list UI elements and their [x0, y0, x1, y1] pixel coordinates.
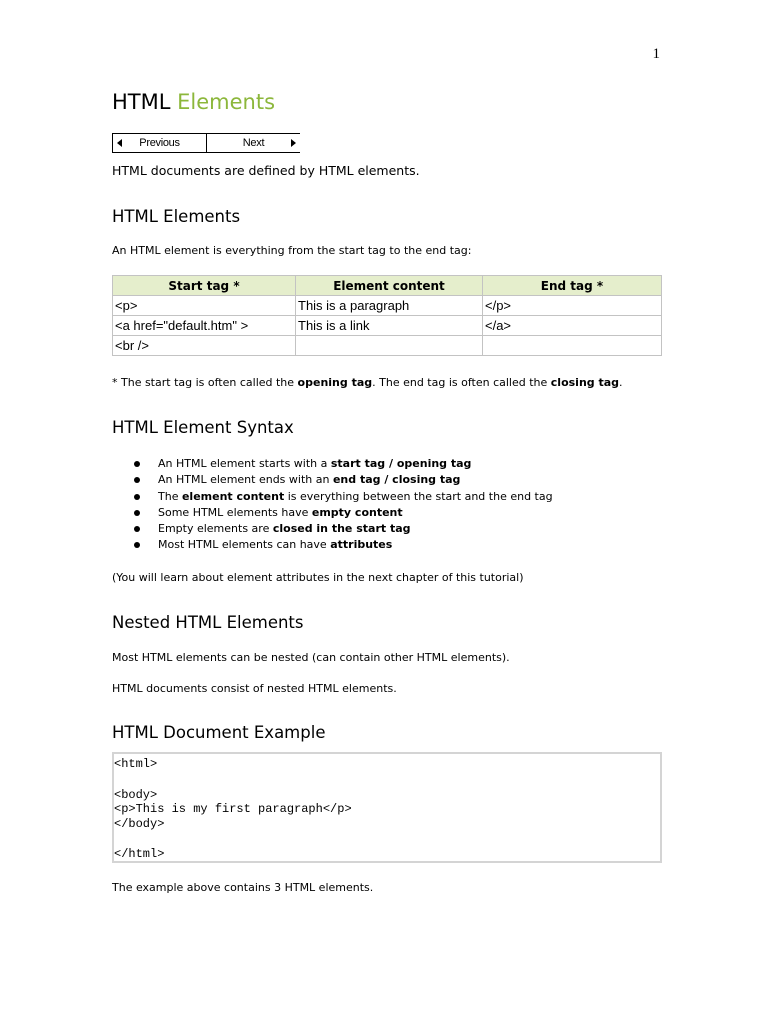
section-heading-nested: Nested HTML Elements — [112, 613, 304, 632]
code-blank-line — [114, 831, 660, 847]
table-header-start-tag: Start tag * — [113, 276, 296, 296]
arrow-left-icon — [117, 139, 122, 147]
list-item-bold: end tag / closing tag — [332, 473, 461, 487]
table-header-end-tag: End tag * — [483, 276, 662, 296]
table-cell: This is a paragraph — [296, 296, 483, 316]
page-number: 1 — [652, 46, 660, 62]
section-heading-syntax: HTML Element Syntax — [112, 418, 294, 437]
bullet-icon — [134, 542, 140, 548]
next-label: Next — [242, 137, 265, 149]
bullet-icon — [134, 461, 140, 467]
list-item — [112, 505, 553, 521]
list-item — [112, 521, 553, 537]
code-line: <p>This is my first paragraph</p> — [114, 802, 352, 816]
previous-button[interactable] — [113, 134, 207, 152]
section-heading-elements: HTML Elements — [112, 207, 241, 226]
table-cell — [296, 336, 483, 356]
section-heading-example: HTML Document Example — [112, 723, 326, 742]
code-line: </body> — [114, 816, 165, 831]
code-blank-line — [114, 772, 660, 788]
code-line: <body> — [114, 787, 158, 802]
code-line: <html> — [114, 757, 158, 771]
list-item — [112, 489, 553, 505]
code-line: </html> — [114, 847, 165, 861]
list-item-bold: start tag / opening tag — [330, 457, 472, 470]
footnote-text: . — [619, 376, 623, 389]
list-item-bold: empty content — [311, 505, 403, 519]
elements-description: An HTML element is everything from the start tag to the end tag: — [112, 244, 472, 257]
table-cell: This is a link — [296, 316, 483, 336]
table-row — [113, 296, 662, 316]
list-item-text: An HTML element ends with an — [158, 473, 333, 487]
prev-next-navigation — [112, 133, 300, 153]
footnote-text: . The end tag is often called the — [372, 376, 551, 389]
example-caption: The example above contains 3 HTML elements. — [112, 881, 374, 894]
syntax-list — [112, 456, 553, 554]
list-item-text: An HTML element starts with a — [158, 457, 331, 470]
footnote-bold-opening-tag: opening tag — [297, 376, 373, 389]
table-header-element-content: Element content — [296, 276, 483, 296]
elements-table — [112, 275, 662, 356]
table-cell: <a href="default.htm" > — [113, 316, 296, 336]
list-item-text: Empty elements are — [158, 522, 273, 536]
bullet-icon — [134, 510, 140, 516]
table-cell: <br /> — [113, 336, 296, 356]
table-footnote — [112, 376, 623, 389]
list-item — [112, 537, 553, 553]
footnote-bold-closing-tag: closing tag — [550, 376, 620, 389]
table-cell: </a> — [483, 316, 662, 336]
page-title — [112, 90, 275, 114]
arrow-right-icon — [291, 139, 296, 147]
list-item-text: Some HTML elements have — [158, 505, 312, 519]
attributes-note: (You will learn about element attributes in the next chapter of this tutorial) — [112, 571, 524, 584]
list-item-text: is everything between the start and the end tag — [284, 489, 553, 503]
page-title-accent: Elements — [177, 90, 276, 114]
bullet-icon — [134, 477, 140, 483]
table-header-row — [113, 276, 662, 296]
code-example-box — [112, 752, 662, 863]
list-item-text: Most HTML elements can have — [158, 538, 331, 552]
list-item-bold: closed in the start tag — [272, 522, 411, 536]
list-item — [112, 472, 553, 488]
previous-label: Previous — [139, 137, 180, 149]
list-item-bold: attributes — [330, 538, 393, 552]
table-cell — [483, 336, 662, 356]
table-row — [113, 316, 662, 336]
table-cell: <p> — [113, 296, 296, 316]
list-item-text: The — [158, 489, 182, 503]
intro-text: HTML documents are defined by HTML elements. — [112, 163, 420, 178]
footnote-text: * The start tag is often called the — [112, 376, 298, 389]
nested-text-1: Most HTML elements can be nested (can contain other HTML elements). — [112, 651, 510, 664]
nested-text-2: HTML documents consist of nested HTML elements. — [112, 682, 397, 695]
list-item — [112, 456, 553, 472]
bullet-icon — [134, 494, 140, 500]
table-row — [113, 336, 662, 356]
page-title-main: HTML — [112, 90, 171, 114]
table-cell: </p> — [483, 296, 662, 316]
list-item-bold: element content — [181, 489, 285, 503]
next-button[interactable] — [207, 134, 300, 152]
bullet-icon — [134, 526, 140, 532]
